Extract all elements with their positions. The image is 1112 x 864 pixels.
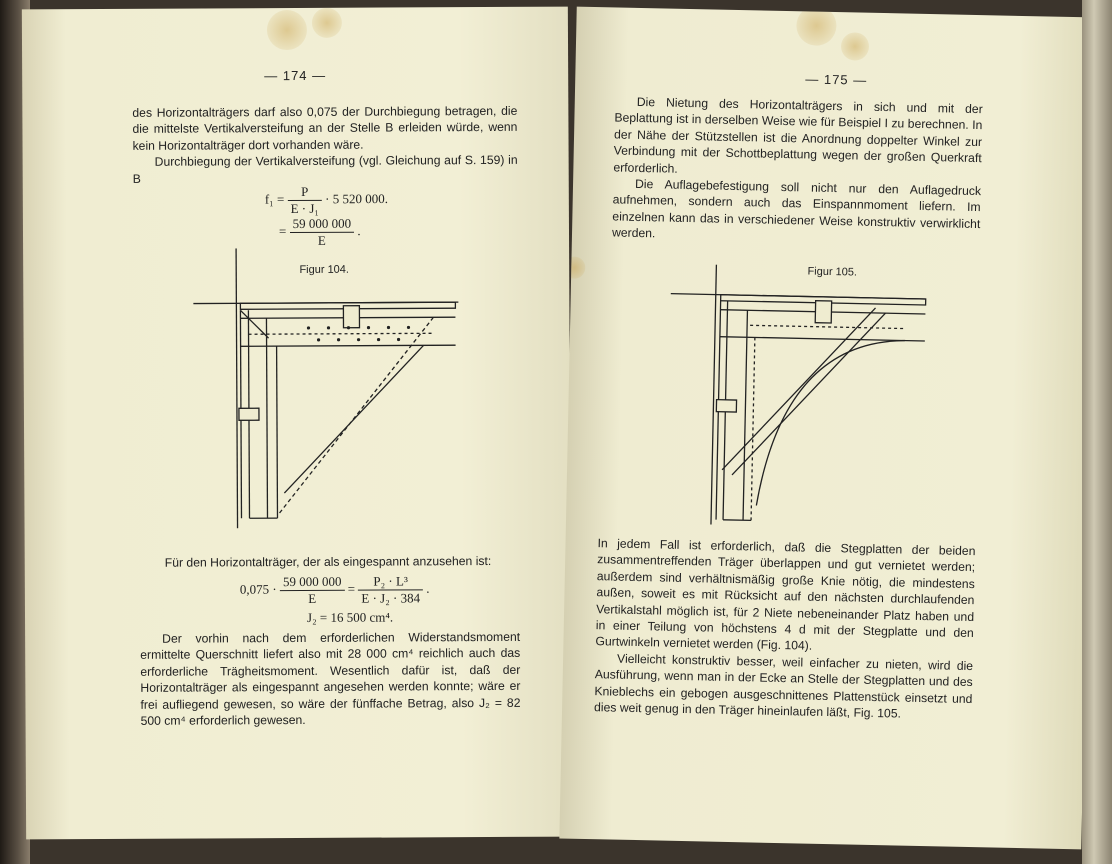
- book-page-edges: [1082, 0, 1112, 864]
- page-number: — 174 —: [264, 67, 327, 84]
- paragraph: Für den Horizontalträger, der als eingespannt anzusehen ist:: [164, 553, 492, 570]
- equation-f1: f₁ = $\frac{P}{\text{E · J₁}}$ · 5 520 000.: [264, 183, 389, 217]
- right-page: [559, 7, 1098, 850]
- paragraph: In jedem Fall ist erforderlich, daß die Stegplatten der beiden zusammentreffenden Träger überlappen und gut vernietet werden; außerdem sind verhältnismäßig große Knie nötig, die mindestens außen, soweit es mit Rücksicht auf den nächsten durchlaufenden Vertikalstahl möglich ist, für 2 Niete nebeneinander Platz haben und in einer Teilung von höchstens 4 d mit der Stegplatte und den Gurtwinkeln vernietet werden (Fig. 104). Vielleicht konstruktiv besser, weil einfacher zu nieten, wird die Ausführung, wenn man in der Ecke an Stelle der Stegplatten und des Knieblechs ein gebogen ausgeschnittenes Plattenstück einsetzt und dies weit genug in den Träger hineinlaufen läßt, Fig. 105.: [593, 536, 976, 721]
- foxing-stain: [796, 7, 837, 46]
- foxing-stain: [312, 8, 342, 38]
- left-page: [22, 7, 572, 840]
- paragraph: des Horizontalträgers darf also 0,075 der Durchbiegung betragen, die die mittelste Vertikalversteifung an der Stelle B erleiden würde, wenn kein Horizontalträger dort vorhanden wäre. Durchbiegung der Vertikalversteifung (vgl. Gleichung auf S. 159) in B: [132, 103, 518, 186]
- equation-horizontal: 0,075 · $\frac{59 000 000}{E}$ = $\frac{\text{P₂ · L³}}{\text{E · J₂ · 384}}$ .: [239, 573, 430, 606]
- paragraph: Die Nietung des Horizontalträgers in sich und mit der Beplattung ist in derselben Weise wie für Beispiel I zu berechnen. In der Nähe der Stützstellen ist die Anordnung doppelter Winkel zur Verbindung mit der Schottbeplattung wegen der großen Querkraft erforderlich. Die Auflagebefestigung soll nicht nur den Auflagedruck aufnehmen, sondern auch das Einspannmoment liefern. Im einzelnen kann das in verschiedener Weise konstruktiv verwirklicht werden.: [611, 94, 983, 241]
- foxing-stain: [267, 10, 307, 50]
- equation-f1-result: = $\frac{59 000 000}{E}$ .: [278, 215, 361, 248]
- foxing-stain: [841, 32, 870, 61]
- figure-104-drawing: [188, 247, 469, 528]
- equation-j2: J₂ = 16 500 cm⁴.: [306, 609, 394, 625]
- paragraph: Der vorhin nach dem erforderlichen Widerstandsmoment ermittelte Querschnitt liefert also mit 28 000 cm⁴ reichlich auch das erforderliche Trägheitsmoment. Wesentlich dafür ist, daß der Horizontalträger als eingespannt angesehen werden konnte; wäre er frei aufliegend gewesen, so wäre der fünffache Betrag, also J₂ = 82 500 cm⁴ erforderlich gewesen.: [140, 629, 521, 728]
- figure-caption: Figur 104.: [299, 263, 349, 276]
- figure-caption: Figur 105.: [807, 265, 858, 279]
- page-number: — 175 —: [805, 71, 868, 88]
- figure-105-drawing: [661, 264, 936, 530]
